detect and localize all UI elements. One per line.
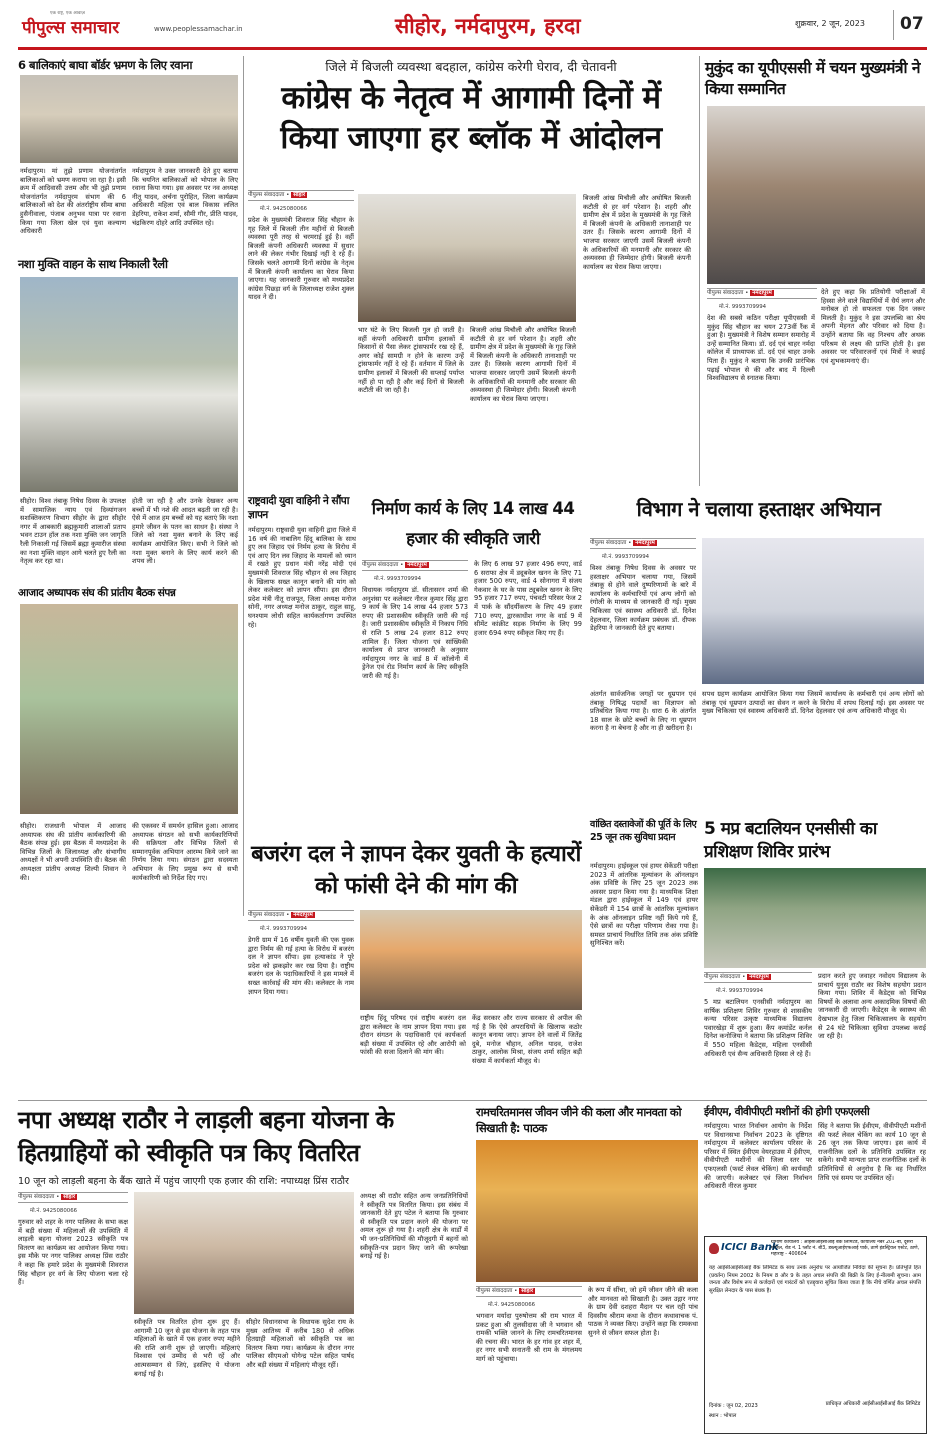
body-col-1: देश की सबसे कठिन परीक्षा यूपीएससी में मुकुंद सिंह चौहान का चयन 273वीं रैंक में हुआ है। मुख्यमंत्री ने विशेष सम्मान समारोह में उन्हें सम्मानित किया। डॉ. दर्द एवं चाहर नर्मदा कॉलेज में प्राध्यापक डॉ. दर्द एवं चाहर उनके पिता हैं। मुकुंद ने बताया कि उनकी प्रारंभिक पढ़ाई भोपाल से की और बाद में दिल्ली विश्वविद्यालय से स्नातक किया। [707,314,815,383]
bottom-divider [18,1100,927,1101]
body-col-2: की एकस्वर में समर्थन हासिल हुआ। आजाद अध्यापक संगठन को सभी कार्यकारिणियों की सक्रियता और विभिन्न जिलों से सम्मानपूर्वक अभियान आरम्भ किये जाने का निर्णय लिया गया। संगठन द्वारा सदस्यता अभियान के लिए प्रमुख रूप से सभी कार्यकारिणी को निर्देश दिए गए। [132,822,238,882]
headline: निर्माण कार्य के लिए 14 लाख 44 हजार की स्वीकृति जारी [371,499,575,548]
headline: आजाद अध्यापक संघ की प्रांतीय बैठक संपन्न [18,587,176,599]
article-evm-flc [704,1104,927,1232]
body-col-2: सिंह ने बताया कि ईवीएम, वीवीपीएटी मशीनों की फर्स्ट लेवल चेकिंग का कार्य 10 जून से 26 जून तक किया जाएगा। इस कार्य में राजनीतिक दलों के प्रतिनिधि उपस्थित रह सकेंगे। सभी मान्यता प्राप्त राजनीतिक दलों के प्रतिनिधियों से अनुरोध है कि वह निर्धारित तिथि एवं समय पर उपस्थित रहें। [818,1122,926,1182]
byline-mobile: मो.नं. 9425080066 [260,206,308,212]
byline: पीपुल्स संवाददाता • नर्मदापुरम [707,288,817,299]
body-col-1: विधायक नर्मदापुरम डॉ. सीतासरन शर्मा की अनुशंसा पर कलेक्टर नीरज कुमार सिंह द्वारा 9 कार्य के लिए 14 लाख 44 हजार 573 रुपए की प्रशासकीय स्वीकृति जारी की गई है। जारी प्रशासकीय स्वीकृति में निकाय निधि से राशि 5 लाख 24 हजार 812 रुपए शामिल हैं। जिला योजना एवं सांख्यिकी कार्यालय से प्राप्त जानकारी के अनुसार नर्मदापुरम नगर के वार्ड 8 में कॉलोनी में ड्रेनेज एवं रोड निर्माण कार्य के लिए स्वीकृति जारी की गई है। [362,586,468,680]
byline-mobile: मो.नं. 9993709994 [374,576,422,582]
article-upsc [705,58,927,488]
body: नर्मदापुरम। हाईस्कूल एवं हायर सेकेंडरी परीक्षा 2023 में आंतरिक मूल्यांकन के ऑनलाइन अंक प्रविष्टि के लिए 25 जून 2023 तक अवसर प्रदान किया गया है। माध्यमिक शिक्षा मंडल द्वारा हाईस्कूल में 149 एवं हायर सेकेंडरी में 154 छात्रों के आंतरिक मूल्यांकन के अंक ऑनलाइन प्रविष्ट नहीं किये गये हैं, ऐसे छात्रों का परीक्षा परिणाम रोका गया है। समस्त प्राचार्य निर्धारित तिथि तक अंक प्रविष्टि सुनिश्चित करें। [590,862,698,948]
article-ncc-batalion [704,818,927,1098]
bank-signatory: प्राधिकृत अधिकारी आईसीआईसीआई बैंक लिमिटेड [825,1401,921,1407]
article-nirman [362,494,584,836]
site-url[interactable]: www.peoplessamachar.in [154,25,243,33]
byline-name: पीपुल्स संवाददाता [476,1288,513,1294]
bank-logo-icon [709,1243,719,1254]
body-col-1: भगवान मर्यादा पुरुषोत्तम श्री राम भारत में प्रकट हुआ श्री तुलसीदास जी ने भगवान श्री रामकी भक्ति जानने के लिए रामचरितमानस की रचना की। भारत के हर गांव हर शहर में, हर नगर सभी सनातनी श्री राम के मंगलमय मार्ग को पहुंचाया। [476,1312,582,1363]
byline-place: सीहोर [293,192,306,198]
headline: विभाग ने चलाया हस्ताक्षर अभियान [636,497,881,521]
headline: 5 मप्र बटालियन एनसीसी का प्रशिक्षण शिविर प्रारंभ [704,819,877,862]
body-col-3: सीहोर विधानसभा के विधायक सुदेश राय के मुख्य आतिथ्य में करीब 180 से अधिक हितग्राही महिलाओं को स्वीकृति पत्र का वितरण किया गया। कार्यक्रम के दौरान नगर पालिका सीएमओ योगेन्द्र पटेल सहित पार्षद और बड़ी संख्या में महिलाएं मौजूद रहीं। [246,1318,354,1369]
body-col-2: देते हुए कहा कि प्रतियोगी परीक्षाओं में हिस्सा लेने वाले विद्यार्थियों में धैर्य लगन और मनोबल हो तो सफलता एक दिन जरूर मिलती है। मुकुंद ने इस उपलब्धि का श्रेय अपनी मेहनत और परिवार को दिया है। उन्होंने बताया कि वह निश्चय और अथक परिश्रम से लक्ष्य की प्राप्ति होती है। इस अवसर पर परिवारजनों एवं मित्रों ने बधाई एवं शुभकामनाएं दी। [821,288,925,365]
body-col-3: सपथ ग्रहण कार्यक्रम आयोजित किया गया जिसमें कार्यालय के कर्मचारी एवं अन्य लोगों को तंबाकू एवं धूम्रपान उत्पादों का सेवन न करने के विरोध में शपथ दिलाई गई। इस अवसर पर मुख्य चिकित्सा एवं स्वास्थ्य अधिकारी डॉ. दिनेश देहलवार एवं अन्य अधिकारी मौजूद थे। [702,690,924,716]
byline-mobile: मो.नं. 9993709994 [719,304,767,310]
body-col-1: प्रदेश के मुख्यमंत्री शिवराज सिंह चौहान के गृह जिले में बिजली तीन महीनों से बिजली व्यवस्था पूरी तरह से चरमराई हुई है। वहीं बिजली कंपनी अधिकारी व्यवस्था में सुधार लाने की लेकर गंभीर दिखाई नहीं दे रहे हैं। जिसके चलते आगामी दिनों कांग्रेस के नेतृत्व में बिजली कंपनी कार्यालय का घेराव किया जाएगा। यह जानकारी गुरुवार को मध्यप्रदेश कांग्रेस पिछड़ा वर्ग के जिलाध्यक्ष राजेश शुक्ल यादव ने दी। [248,216,354,302]
byline: पीपुल्स संवाददाता • नर्मदापुरम [704,972,812,983]
photo-congress-press [358,194,576,322]
section-title: सीहोर, नर्मदापुरम, हरदा [395,14,581,38]
body-col-2: के लिए 6 लाख 97 हजार 496 रुपए, वार्ड 6 सराफा क्षेत्र में ड्यूबवेल खनन के लिए 71 हजार 500 रुपए, वार्ड 4 सोनागरा में संजय गेकवार के घर के पास ट्यूबवेल खनन के लिए 95 हजार 717 रुपए, पंचवटी परिसर फेज 2 में पार्क के सौंदर्यीकरण के लिए 49 हजार 710 रुपए, द्वारकाधीश नगर के वार्ड 9 में सीमेंट कांक्रीट सड़क निर्माण के लिए 99 हजार 694 रुपए स्वीकृत किए गए हैं। [474,560,582,637]
byline-place: सीहोर [521,1288,534,1294]
body: नर्मदापुरम। राष्ट्रवादी युवा वाहिनी द्वारा जिले में 16 वर्ष की नाबालिग हिंदू बालिका के साथ हुए लव जिहाद एवं निर्मम हत्या के विरोध में एवं आए दिन लव जिहाद के मामलों को ध्यान में रखते हुए प्रधान मंत्री नरेंद्र मोदी एवं मुख्यमंत्री शिवराज सिंह चौहान से लव जिहाद के खिलाफ सख्त कानून बनाने की मांग को लेकर कलेक्टर को ज्ञापन सौंपा। इस दौरान प्रदेश मंत्री नीतू राजपूत, जिला अध्यक्ष मनोज सोनी, नगर अध्यक्ष मनोज ठाकुर, राहुल साहू, घनश्याम लोधी सहित कार्यकर्तागण उपस्थित रहे। [248,526,356,629]
photo-ncc-cadets [704,868,926,968]
headline: राष्ट्रवादी युवा वाहिनी ने सौंपा ज्ञापन [248,495,349,521]
byline: पीपुल्स संवाददाता • सीहोर [476,1286,582,1297]
headline: मुकुंद का यूपीएससी में चयन मुख्यमंत्री ने किया सम्मानित [705,59,921,98]
byline-name: पीपुल्स संवाददाता [704,974,741,980]
byline-place: नर्मदापुरम [749,974,769,980]
byline-name: पीपुल्स संवाददाता [248,192,285,198]
article-bajrang-dal [248,838,584,1098]
photo-meeting [20,604,238,814]
body-col-1: गुरुवार को शहर के नगर पालिका के सभा कक्ष में बड़ी संख्या में महिलाओं की उपस्थिति में लाड़ली बहना योजना 2023 स्वीकृति पत्र वितरण का कार्यक्रम का आयोजन किया गया। इस मौके पर नगर पालिका अध्यक्ष प्रिंस राठौर ने कहा कि हमारे प्रदेश के मुख्यमंत्री शिवराज सिंह चौहान हर वर्ग के लिए योजना चला रहे हैं। [18,1218,128,1287]
byline-name: पीपुल्स संवाददाता [18,1194,55,1200]
edition-date: शुक्रवार, 2 जून, 2023 [795,19,865,28]
body-col-1: विश्व तंबाकू निषेध दिवस के अवसर पर हस्ताक्षर अभियान चलाया गया, जिसमें तंबाकू से होने वाले दुष्परिणामों के बारे में कार्यालय के कर्मचारियों एवं अन्य लोगों को रंगोली के माध्यम से जानकारी दी गई। मुख्य चिकित्सा एवं स्वास्थ्य अधिकारी डॉ. दिनेश देहलवार, जिला कार्यक्रम प्रबंधक डॉ. दीपक डेहरिया ने जानकारी देते हुए बताया। [590,564,696,633]
bank-logo-text: ICICI Bank [721,1242,779,1253]
bank-notice [704,1236,927,1434]
body-col-3: केंद्र सरकार और राज्य सरकार से अपील की गई है कि ऐसे अपराधियों के खिलाफ कठोर कानून बनाया जाए। ज्ञापन देने वालों में जितेंद्र दुबे, मनोज चौहान, अनिल यादव, राजेश ठाकुर, आलोक मिश्रा, संजय शर्मा सहित बड़ी संख्या में कार्यकर्ता मौजूद थे। [472,1014,582,1065]
byline: पीपुल्स संवाददाता • नर्मदापुरम [248,910,354,921]
headline: बजरंग दल ने ज्ञापन देकर युवती के हत्यारों को फांसी देने की मांग की [251,841,581,899]
photo-cm-felicitation [707,106,925,284]
byline-mobile: मो.नं. 9425080066 [488,1302,536,1308]
masthead-divider [18,47,927,50]
logo-text: पीपुल्स समाचार [22,18,120,38]
body-col-2: राष्ट्रीय हिंदू परिषद एवं राष्ट्रीय बजरंग दल द्वारा कलेक्टर के नाम ज्ञापन दिया गया। इस दौरान संगठन के पदाधिकारी एवं कार्यकर्ता बड़ी संख्या में उपस्थित रहे और आरोपी को फांसी की सजा दिलाने की मांग की। [360,1014,466,1057]
section-bar [250,8,890,44]
body-col-1: सीहोर। विश्व तंबाकू निषेध दिवस के उपलक्ष में सामाजिक न्याय एवं दिव्यांगजन सशक्तिकरण विभाग सीहोर के द्वारा सीहोर नगर में आबकारी ब्रह्मकुमारी शालाओं प्रताप भवन टाउन हॉल तक नशा मुक्ति जन जागृति रैली निकाली गई जिसमें ब्रह्मा कुमारीज संस्था का नशा मुक्ति वाहन आगे चलते हुए रैली का नेतृत्व कर रहा था। [20,497,126,566]
byline-mobile: मो.नं. 9425080066 [30,1208,78,1214]
article-yuva-vahini [248,494,356,836]
col-divider-right [699,56,700,486]
byline-place: नर्मदापुरम [752,290,772,296]
headline: कांग्रेस के नेतृत्व में आगामी दिनों में किया जाएगा हर ब्लॉक में आंदोलन [280,80,662,156]
byline: पीपुल्स संवाददाता • सीहोर [248,190,354,201]
logo [22,12,152,40]
byline: पीपुल्स संवाददाता • नर्मदापुरम [590,538,696,549]
article-aazad-sangh [18,586,240,913]
headline: वांछित दस्तावेजों की पूर्ति के लिए 25 जून तक सुविधा प्रदान [590,819,697,843]
photo-ladli-behna [134,1192,354,1314]
kicker: जिले में बिजली व्यवस्था बदहाल, कांग्रेस करेगी घेराव, दी चेतावनी [325,59,617,74]
headline: नपा अध्यक्ष राठौर ने लाड़ली बहना योजना के हितग्राहियों को स्वीकृति पत्र किए वितरित [18,1106,394,1167]
body-col-3: बिजली आंख मिचौली और अघोषित बिजली कटौती से हर वर्ग परेशान है। शहरी और ग्रामीण क्षेत्र में प्रदेश के मुख्यमंत्री के गृह जिले में बिजली कंपनी के अधिकारी तानाशाही पर उतर हैं। जिसके कारण आगामी दिनों में भाजपा सरकार जाएगी उसमें बिजली कंपनी के अधिकारियों की मनमानी और सरकार की अव्यवस्था ही जिम्मेदार होगी। बिजली कंपनी कार्यालय का घेराव किया जाएगा। [470,326,576,403]
article-nasha-rally [18,257,240,582]
byline-name: पीपुल्स संवाददाता [248,912,285,918]
body-col-4: बिजली आंख मिचौली और अघोषित बिजली कटौती से हर वर्ग परेशान है। शहरी और ग्रामीण क्षेत्र में प्रदेश के मुख्यमंत्री के गृह जिले में बिजली कंपनी के अधिकारी तानाशाही पर उतर हैं। जिसके कारण आगामी दिनों में भाजपा सरकार जाएगी उसमें बिजली कंपनी के अधिकारियों की मनमानी और सरकार की अव्यवस्था ही जिम्मेदार होगी। बिजली कंपनी कार्यालय का घेराव किया जाएगा। [583,194,691,271]
photo-rally [20,277,238,492]
bank-body: यह आईसीआईसीआई बैंक लिमिटेड के साथ उनके अनुरोध पर आयोजित निविदा की सूचना है। प्रतिभूति हित (प्रवर्तन) नियम 2002 के नियम 8 और 9 के तहत अचल संपत्ति की बिक्री के लिए ई-नीलामी सूचना। आम जनता और विशेष रूप से कर्जदारों एवं गारंटरों को एतद्द्वारा सूचित किया जाता है कि नीचे वर्णित अचल संपत्ति सुरक्षित लेनदार के पास बंधक है। [709,1265,921,1294]
body-col-2: नर्मदापुरम ने उक्त जानकारी देते हुए बताया कि चयनित बालिकाओं को भोपाल के लिए रवाना किया गया। इस अवसर पर नव अध्यक्ष नीतू यादव, अर्चना पुरोहित, जिला कार्यक्रम अधिकारी महिला एवं बाल विकास ललित डेहरिया, राकेश शर्मा, सौमी गौर, प्रीति यादव, चंद्रकिरण दोहरे आदि उपस्थित रहे। [132,167,238,227]
body-col-1: सीहोर। राजधानी भोपाल में आजाद अध्यापक संघ की प्रांतीय कार्यकारिणी की बैठक संपन्न हुई। इस बैठक में मध्यप्रदेश के विभिन्न जिलों के जिलाध्यक्ष और संभागीय अध्यक्षों ने भी अपनी उपस्थिति दी। बैठक की अध्यक्षता प्रांतीय अध्यक्ष शिल्पी शिवान ने की। [20,822,126,882]
byline: पीपुल्स संवाददाता • नर्मदापुरम [362,560,468,571]
body-col-1: नर्मदापुरम। भारत निर्वाचन आयोग के निर्देश पर विधानसभा निर्वाचन 2023 के दृष्टिगत नर्मदापुरम में कलेक्टर कार्यालय परिसर के परिसर में स्थित ईवीएम वेयरहाउस में ईवीएम, वीवीपीएटी मशीनों की जिला स्तर पर एफएलसी (फर्स्ट लेवल चेकिंग) की कार्यवाही की जाएगी। कलेक्टर एवं जिला निर्वाचन अधिकारी नीरज कुमार [704,1122,812,1191]
article-congress [248,58,694,490]
article-ramcharitmanas [476,1104,698,1434]
byline-mobile: मो.नं. 9993709994 [602,554,650,560]
body-col-2: स्वीकृति पत्र वितरित होना शुरू हुए हैं। आगामी 10 जून से इस योजना के तहत पात्र महिलाओं के खाते में एक हजार रुपए महीने की राशि आनी शुरू हो जाएगी। महिलाएं विश्वास एवं उम्मीद से भरी रहें और आत्मसम्मान से जिएं, इसलिए ये योजना बनाई गई है। [134,1318,240,1378]
photo-signature-campaign [702,538,924,684]
col-divider-left [243,56,244,916]
body-col-2: प्रदान करते हुए जवाहर नवोदय विद्यालय के प्राचार्य युनुस राठौर का विशेष सहयोग प्रदान किया गया। शिविर में कैडेट्स को विभिन्न विषयों के अलावा अन्य अकादमिक विषयों की जानकारी दी जाएगी। कैडेट्स के स्वास्थ्य की देखभाल हेतु जिला चिकित्सालय के सहयोग से 24 घंटे चिकित्सा सुविधा उपलब्ध कराई जा रही है। [818,972,926,1041]
body-col-2: भार घंटे के लिए बिजली गुल हो जाती है। वहीं कंपनी अधिकारी ग्रामीण इलाकों में किसानों से पैसा लेकर ट्रांसफार्मर रख रहे हैं, अगर कोई सामग्री न होने के कारण उन्हें ट्रांसफार्मर नहीं दे रहे हैं। वर्तमान में जिले के ग्रामीण इलाकों में बिजली की सप्लाई पर्याप्त नहीं हो पा रही है और कई दिनों से बिजली कटौती की जा रही है। [358,326,464,395]
byline: पीपुल्स संवाददाता • सीहोर [18,1192,128,1203]
bank-place: स्थान : भोपाल [709,1413,737,1419]
body-col-1: 5 मप्र बटालियन एनसीसी नर्मदापुरम का वार्षिक प्रशिक्षण शिविर गुरुवार से शासकीय कन्या परिसर उत्कृष्ट माध्यमिक विद्यालय पवारखेड़ा में शुरू हुआ। कैंप कमांडेंट कर्नल दिनेश कनोजिया ने बताया कि प्रशिक्षण शिविर में 550 महिला कैडेट्स, महिला एनसीसी अधिकारी एवं सैन्य अधिकारी हिस्सा ले रहे हैं। [704,998,812,1058]
photo-ram-katha [476,1140,698,1282]
byline-mobile: मो.नं. 9993709994 [260,926,308,932]
body-col-2: के रूप में सींचा, जो हमें जीवन जीने की कला और मानवता को सिखाती है। उक्त उद्गार नगर के ग्राम देवी दशहरा मैदान पर चल रही पांच दिवसीय श्रीराम कथा के दौरान कथावाचक पं. पाठक ने व्यक्त किए। उन्होंने कहा कि रामकथा सुनने से जीवन सफल होता है। [588,1286,698,1337]
byline-place: नर्मदापुरम [635,540,655,546]
body-col-2: होती जा रही है और उनके देखकर अन्य बच्चों में भी नशे की आदत बढ़ती जा रही है। ऐसे में आज हम बच्चों को यह बताएं कि नशा हमारे जीवन के पतन का साधन है। संस्था ने जिले को नशा मुक्त बनाने के लिए कई कार्यक्रम आयोजित किए। सभी ने जिले को नशा मुक्त बनाने के लिए कार्य करने की शपथ ली। [132,497,238,566]
subhead: 10 जून को लाड़ली बहना के बैंक खाते में पहुंच जाएगी एक हजार की राशि: नपाध्यक्ष प्रिंस राठौर [18,1176,349,1187]
logo-tagline: एक राष्ट्र, एक आवाज़ [50,11,85,16]
article-napa-ladli-behna [18,1104,468,1434]
body-col-4: अध्यक्ष श्री राठौर सहित अन्य जनप्रतिनिधियों ने स्वीकृति पत्र वितरित किया। इस संबंध में जानकारी देते हुए पटेल ने बताया कि गुरुवार से स्वीकृति पत्र प्रदान करने की योजना पर अमल शुरू हो गया है। शहरी क्षेत्र के वार्डों में भी जन-प्रतिनिधियों की मौजूदगी में बहनों को स्वीकृति-पत्र प्रदान किए जाने की रूपरेखा बनाई गई है। [360,1192,468,1261]
bank-address: ग्रामीण कार्यालय : आईसीआईसीआई बैंक लिमिटेड, कार्यालय नंबर 201-बी, दूसरी मंजिल, रोड नं. 1 प्लॉट नं. बी3, डब्ल्यूआईएफआई पार्क, ठाणे इंडस्ट्रियल एस्टेट, ठाणे, महाराष्ट्र - 400604 [771,1240,920,1257]
masthead [0,0,945,56]
article-dastavej [590,818,698,1098]
byline-place: नर्मदापुरम [407,562,427,568]
article-border-trip [18,58,240,253]
article-hastakshar [590,494,927,808]
photo-girls-group [20,75,238,163]
byline-name: पीपुल्स संवाददाता [707,290,744,296]
photo-memorandum [360,910,582,1010]
byline-place: नर्मदापुरम [293,912,313,918]
body-col-2: अंतर्गत सार्वजनिक जगहों पर धूम्रपान एवं तंबाकू निषिद्ध पदार्थों का विज्ञापन को प्रतिबंधित किया गया है। धारा 6 के अंतर्गत 18 साल के छोटे बच्चों के लिए ना धूम्रपान करना है ना बेचना है और ना ही खरीदना है। [590,690,696,733]
headline: 6 बालिकाएं बाघा बॉर्डर भ्रमण के लिए रवाना [18,58,192,72]
byline-mobile: मो.नं. 9993709994 [716,988,764,994]
bank-logo [709,1241,779,1257]
body-col-1: नर्मदापुरम। मां तुझे प्रणाम योजनांतर्गत बालिकाओं को भ्रमण कराया जा रहा है। इसी क्रम में आदिवासी उत्तम और भी तुझे प्रणाम योजनांतर्गत नर्मदापुरम संभाग की 6 बालिकाओं को देश की अंतर्राष्ट्रीय सीमा बाघा हुसैनीवाला, पंजाब अनुभव यात्रा पर रवाना किया गया जिला खेल एवं युवा कल्याण अधिकारी [20,167,126,236]
byline-place: सीहोर [63,1194,76,1200]
bank-date: दिनांक : जून 02, 2023 [709,1403,758,1409]
headline: ईवीएम, वीवीपीएटी मशीनों की होगी एफएलसी [704,1106,870,1118]
headline: रामचरितमानस जीवन जीने की कला और मानवता को सिखाती है: पाठक [476,1105,682,1135]
page-number-box [893,10,924,40]
byline-name: पीपुल्स संवाददाता [362,562,399,568]
page-number: 07 [900,14,924,34]
byline-name: पीपुल्स संवाददाता [590,540,627,546]
body-col-1: डेगरी ग्राम में 16 वर्षीय युवती की एक युवक द्वारा निर्मम की गई हत्या के विरोध में बजरंग दल ने ज्ञापन सौंपा। इस हत्याकांड ने पूरे प्रदेश को झकझोर कर रख दिया है। राष्ट्रीय बजरंग दल के पदाधिकारियों ने इस मामले में सख्त कार्रवाई की मांग की। कलेक्टर के नाम ज्ञापन दिया गया। [248,936,354,996]
headline: नशा मुक्ति वाहन के साथ निकाली रैली [18,257,168,271]
